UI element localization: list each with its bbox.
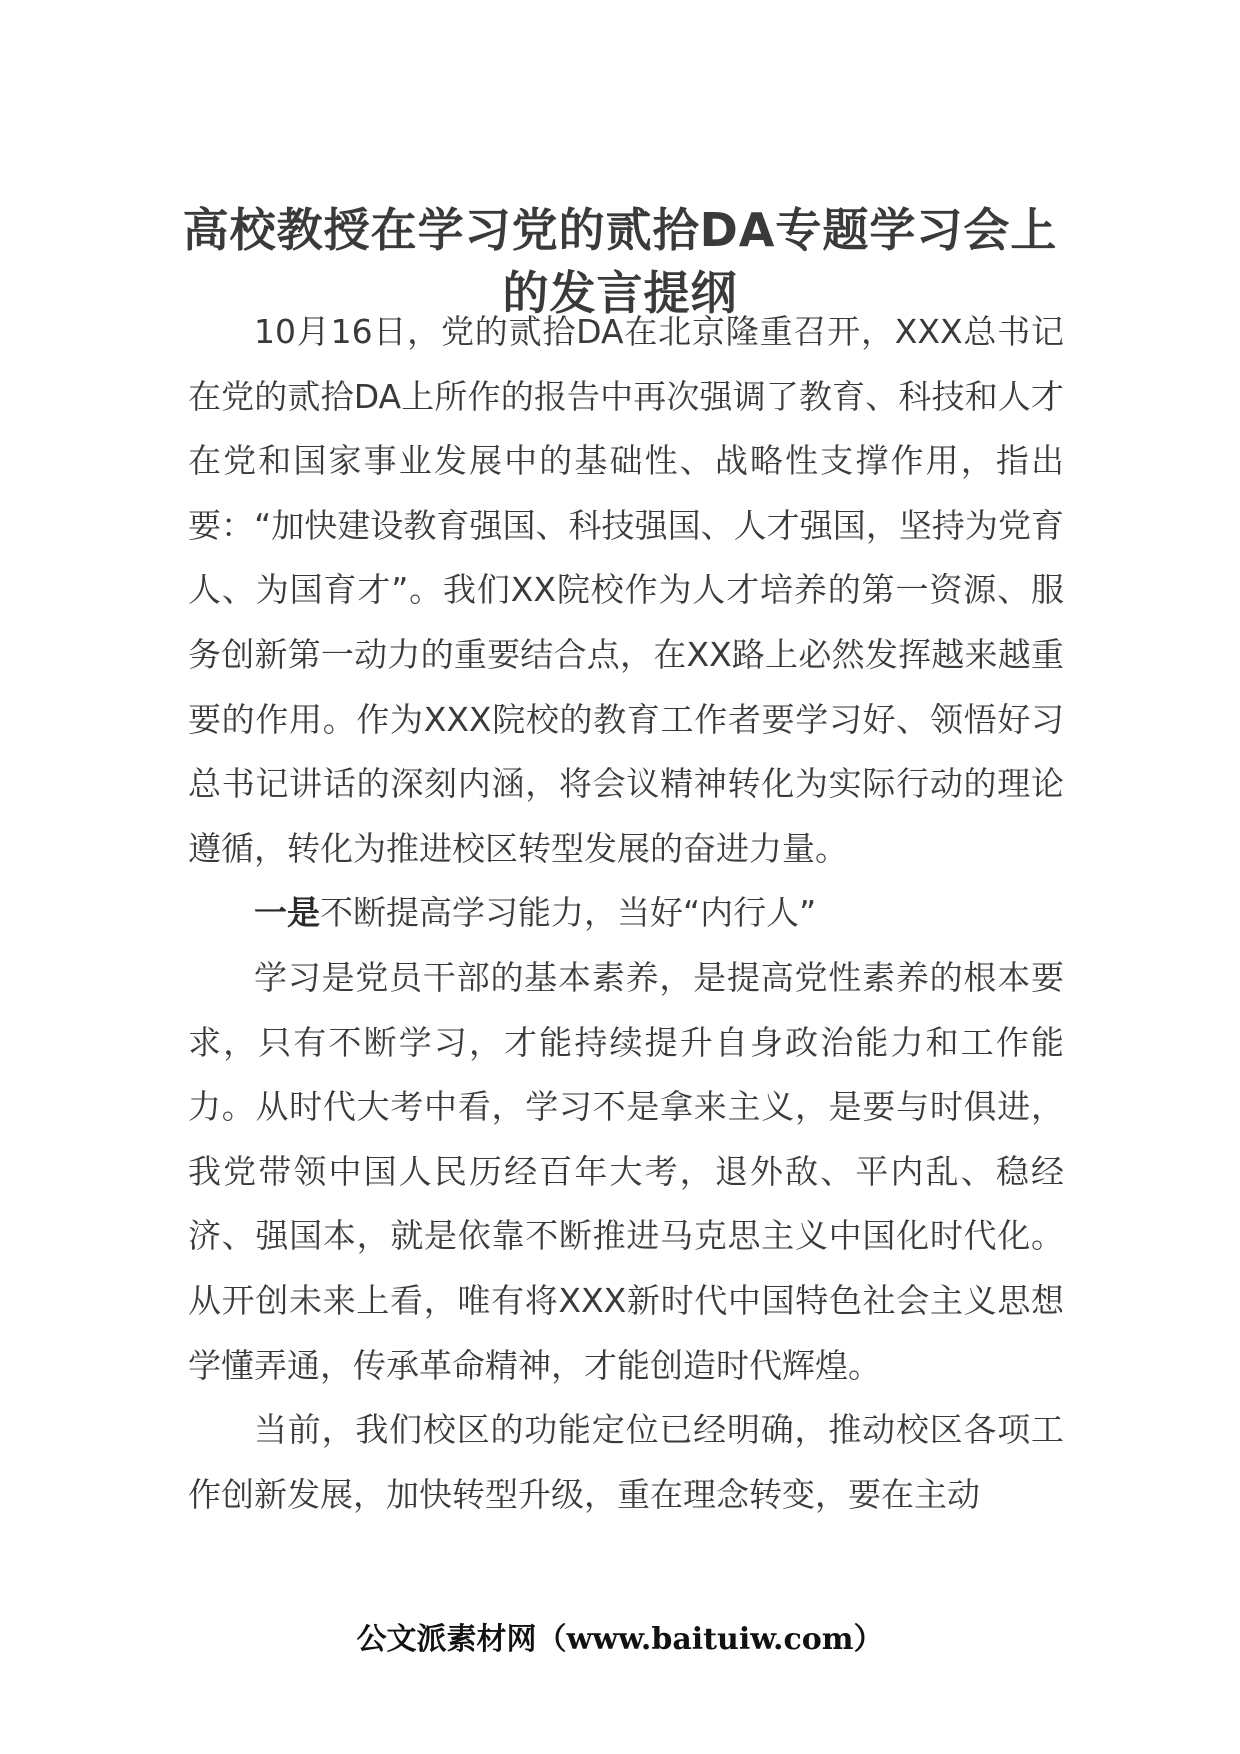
document-body: [188, 300, 1064, 1527]
paragraph-intro: 10月16日，党的贰拾DA在北京隆重召开，XXX总书记在党的贰拾DA上所作的报告中再次强调了教育、科技和人才在党和国家事业发展中的基础性、战略性支撑作用，指出要：“加快建设教育强国、科技强国、人才强国，坚持为党育人、为国育才”。我们XX院校作为人才培养的第一资源、服务创新第一动力的重要结合点，在XX路上必然发挥越来越重要的作用。作为XXX院校的教育工作者要学习好、领悟好习总书记讲话的深刻内涵，将会议精神转化为实际行动的理论遵循，转化为推进校区转型发展的奋进力量。: [188, 312, 1064, 868]
section-heading-lead: 一是: [254, 893, 320, 933]
paragraph-current: 当前，我们校区的功能定位已经明确，推动校区各项工作创新发展，加快转型升级，重在理念转变，要在主动: [188, 1410, 1064, 1514]
document-title: 高校教授在学习党的贰拾DA专题学习会上的发言提纲: [182, 202, 1058, 320]
section-heading-1: [188, 881, 1064, 946]
footer-watermark: 公文派素材网（www.baituiw.com）: [356, 1622, 884, 1657]
section-heading-text: 不断提高学习能力，当好“内行人”: [320, 893, 817, 933]
paragraph-learning: 学习是党员干部的基本素养，是提高党性素养的根本要求，只有不断学习，才能持续提升自身政治能力和工作能力。从时代大考中看，学习不是拿来主义，是要与时俱进，我党带领中国人民历经百年大考，退外敌、平内乱、稳经济、强国本，就是依靠不断推进马克思主义中国化时代化。从开创未来上看，唯有将XXX新时代中国特色社会主义思想学懂弄通，传承革命精神，才能创造时代辉煌。: [188, 957, 1064, 1385]
